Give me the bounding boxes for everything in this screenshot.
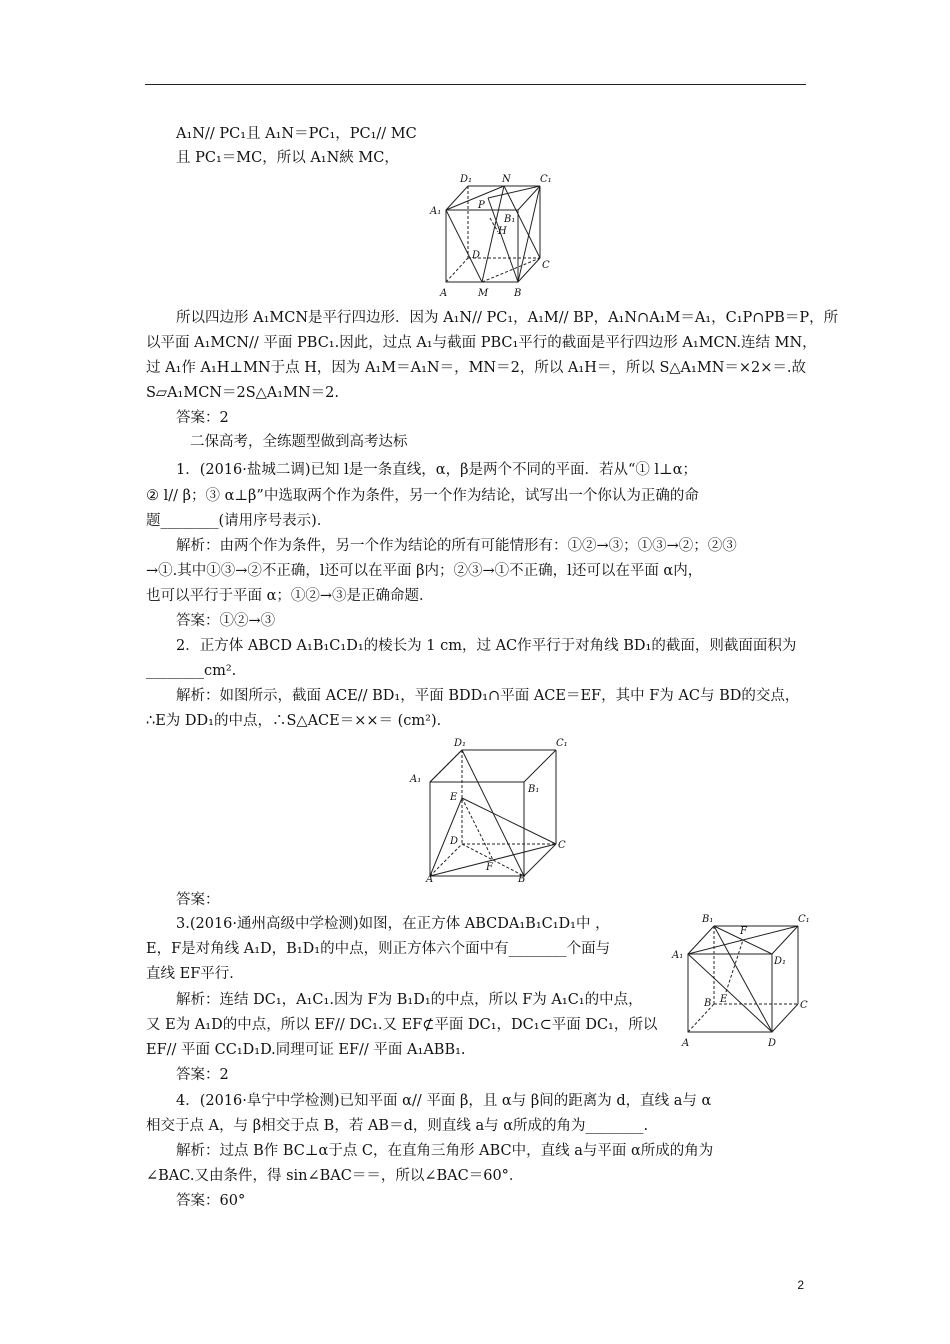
label-H: H <box>498 226 507 237</box>
figure-cube-section-2 <box>406 736 576 884</box>
label-P: P <box>478 200 485 211</box>
solution-1-line: 也可以平行于平面 α；①②→③是正确命题． <box>146 588 434 604</box>
label-D1: D₁ <box>460 174 473 185</box>
answer-line: 答案：2 <box>176 1067 229 1083</box>
label-A: A <box>440 288 448 299</box>
solution-4-line: 解析：过点 B作 BC⊥α于点 C，在直角三角形 ABC中，直线 a与平面 α所成的角为 <box>176 1143 714 1159</box>
label-D: D <box>472 250 481 261</box>
text-line: 以平面 A₁MCN// 平面 PBC₁.因此，过点 A₁与截面 PBC₁平行的截面是平行四边形 A₁MCN.连结 MN， <box>146 335 817 351</box>
label-C1: C₁ <box>556 738 568 749</box>
question-3-line: 直线 EF平行． <box>146 966 244 982</box>
answer-line: 答案： <box>176 892 220 908</box>
question-1-line: 1．(2016·盐城二调)已知 l是一条直线，α，β是两个不同的平面．若从“① l⊥α； <box>176 462 698 478</box>
solution-1-line: 解析：由两个作为条件，另一个作为结论的所有可能情形有：①②→③；①③→②；②③ <box>176 538 737 554</box>
label-F: F <box>486 862 493 873</box>
answer-line: 答案：2 <box>176 410 229 426</box>
text-line: 过 A₁作 A₁H⊥MN于点 H，因为 A₁M＝A₁N＝，MN＝2，所以 A₁H＝，所以 S△A₁MN＝×2×＝.故 <box>146 360 807 376</box>
question-4-line: 4．(2016·阜宁中学检测)已知平面 α// 平面 β，且 α与 β间的距离为 d，直线 a与 α <box>176 1093 712 1109</box>
solution-3-line: 又 E为 A₁D的中点，所以 EF// DC₁.又 EF⊄平面 DC₁，DC₁⊂平面 DC₁，所以 <box>146 1017 658 1033</box>
question-1-line: ② l// β；③ α⊥β”中选取两个作为条件，另一个作为结论，试写出一个你认为正确的命 <box>146 488 699 504</box>
section-heading: 二保高考，全练题型做到高考达标 <box>190 434 408 450</box>
label-C1: C₁ <box>798 914 810 925</box>
label-A1: A₁ <box>672 950 684 961</box>
question-3-line: E，F是对角线 A₁D，B₁D₁的中点，则正方体六个面中有________个面与 <box>146 941 611 957</box>
label-D: D <box>768 1038 777 1049</box>
label-A1: A₁ <box>410 774 422 785</box>
text-line: 且 PC₁＝MC，所以 A₁N綊 MC， <box>176 150 399 166</box>
label-D1: D₁ <box>774 956 787 967</box>
text-line: S▱A₁MCN＝2S△A₁MN＝2. <box>146 385 339 401</box>
solution-2-line: ∴E为 DD₁的中点，∴S△ACE＝××＝ (cm²)． <box>146 713 452 729</box>
question-1-line: 题________(请用序号表示)． <box>146 513 332 529</box>
label-C: C <box>558 840 566 851</box>
label-E: E <box>450 792 458 803</box>
figure-cube-3 <box>670 910 820 1050</box>
page-number: 2 <box>797 1278 804 1292</box>
answer-line: 答案：①②→③ <box>176 613 276 629</box>
question-3-line: 3.(2016·通州高级中学检测)如图，在正方体 ABCDA₁B₁C₁D₁中 ， <box>176 916 610 932</box>
label-A: A <box>426 874 434 884</box>
question-4-line: 相交于点 A，与 β相交于点 B，若 AB＝d，则直线 a与 α所成的角为________. <box>146 1118 649 1134</box>
label-C1: C₁ <box>540 174 552 185</box>
label-B1: B₁ <box>702 914 714 925</box>
solution-2-line: 解析：如图所示，截面 ACE// BD₁，平面 BDD₁∩平面 ACE＝EF，其中 F为 AC与 BD的交点， <box>176 688 800 704</box>
label-B: B <box>704 998 712 1009</box>
label-B1: B₁ <box>528 784 540 795</box>
question-2-line: 2．正方体 ABCD A₁B₁C₁D₁的棱长为 1 cm，过 AC作平行于对角线 BD₁的截面，则截面面积为 <box>176 638 797 654</box>
solution-3-line: 解析：连结 DC₁，A₁C₁.因为 F为 B₁D₁的中点，所以 F为 A₁C₁的中点， <box>176 992 643 1008</box>
question-2-line: ________cm². <box>146 663 237 679</box>
solution-4-line: ∠BAC.又由条件，得 sin∠BAC＝＝，所以∠BAC＝60°． <box>146 1168 524 1184</box>
label-D: D <box>450 836 459 847</box>
label-B: B <box>514 288 522 299</box>
answer-line: 答案：60° <box>176 1193 246 1209</box>
label-B1: B₁ <box>504 214 516 225</box>
figure-cube-section-1 <box>424 172 564 302</box>
label-C: C <box>800 1000 808 1011</box>
header-rule <box>145 84 806 85</box>
text-line: A₁N// PC₁且 A₁N＝PC₁，PC₁// MC <box>176 126 417 142</box>
solution-1-line: →①.其中①③→②不正确，l还可以在平面 β内；②③→①不正确，l还可以在平面 α内， <box>146 563 703 579</box>
label-M: M <box>478 288 489 299</box>
solution-3-line: EF// 平面 CC₁D₁D.同理可证 EF// 平面 A₁ABB₁. <box>146 1042 466 1058</box>
label-D1: D₁ <box>454 738 467 749</box>
label-A: A <box>682 1038 690 1049</box>
label-A1: A₁ <box>430 206 442 217</box>
label-B: B <box>518 874 526 884</box>
text-line: 所以四边形 A₁MCN是平行四边形．因为 A₁N// PC₁，A₁M// BP，A₁N∩A₁M＝A₁，C₁P∩PB＝P，所 <box>176 310 839 326</box>
label-E: E <box>720 994 728 1005</box>
label-F: F <box>740 926 747 937</box>
label-N: N <box>502 174 511 185</box>
label-C: C <box>542 260 550 271</box>
